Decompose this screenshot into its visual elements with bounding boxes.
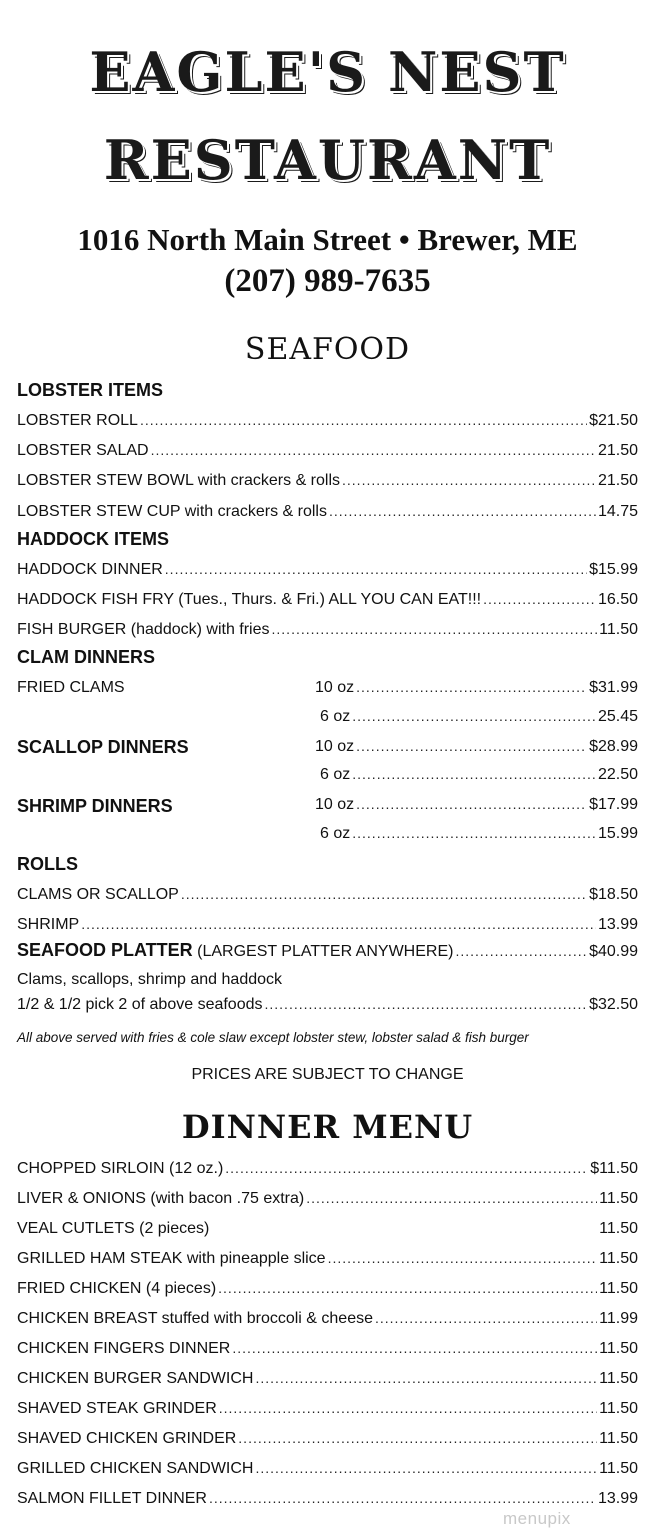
rolls-heading: ROLLS (17, 854, 78, 874)
item-name: SALMON FILLET DINNER (17, 1490, 207, 1507)
item-name: CLAMS OR SCALLOP (17, 886, 179, 903)
haddock-items-heading: HADDOCK ITEMS (17, 529, 169, 549)
fried-clams-label: FRIED CLAMS (17, 679, 125, 696)
item-price: $40.99 (589, 943, 638, 960)
lobster-items-heading: LOBSTER ITEMS (17, 380, 164, 400)
item-price: 13.99 (597, 916, 638, 933)
menu-item (17, 1400, 638, 1418)
item-name: CHOPPED SIRLOIN (12 oz.) (17, 1160, 224, 1177)
item-price: 21.50 (597, 472, 638, 489)
scallop-dinners-heading: SCALLOP DINNERS (17, 737, 189, 757)
menu-item (17, 412, 638, 430)
item-price: 13.99 (597, 1490, 638, 1507)
size-label: 6 oz (320, 825, 351, 842)
prices-subject-to-change: PRICES ARE SUBJECT TO CHANGE (191, 1066, 464, 1083)
item-price: 22.50 (597, 766, 638, 783)
menu-item (17, 1490, 638, 1508)
item-name: LOBSTER ROLL (17, 412, 138, 429)
item-name: 1/2 & 1/2 pick 2 of above seafoods (17, 996, 263, 1013)
size-label: 6 oz (320, 708, 351, 725)
item-name: LOBSTER STEW BOWL with crackers & rolls (17, 472, 341, 489)
item-name: SHAVED STEAK GRINDER (17, 1400, 217, 1417)
item-price: 11.50 (599, 1340, 638, 1357)
menu-item (17, 1190, 638, 1208)
item-price: 11.50 (599, 1400, 638, 1417)
item-price: $28.99 (589, 738, 638, 755)
item-price: 14.75 (597, 503, 638, 520)
size-price-row (320, 708, 638, 726)
item-price: 11.50 (599, 1250, 638, 1267)
menu-item (17, 442, 638, 460)
item-price: 11.50 (599, 1460, 638, 1477)
size-price-row (315, 679, 638, 697)
item-name: GRILLED CHICKEN SANDWICH (17, 1460, 254, 1477)
phone-number: (207) 989-7635 (224, 263, 431, 299)
item-price: 25.45 (597, 708, 638, 725)
item-price: 11.50 (599, 1370, 638, 1387)
platter-note: (LARGEST PLATTER ANYWHERE) (192, 943, 454, 960)
menu-item (17, 472, 638, 490)
shrimp-dinners-heading: SHRIMP DINNERS (17, 796, 173, 816)
seafood-section-title: SEAFOOD (244, 332, 411, 367)
restaurant-name-line1: EAGLE'S NEST (89, 40, 566, 104)
item-name: CHICKEN BURGER SANDWICH (17, 1370, 254, 1387)
dinner-menu-title: DINNER MENU (181, 1108, 474, 1146)
menu-item (17, 1220, 638, 1238)
size-label: 10 oz (315, 679, 355, 696)
item-price: $32.50 (589, 996, 638, 1013)
size-price-row (315, 796, 638, 814)
size-price-row (320, 825, 638, 843)
size-price-row (320, 766, 638, 784)
item-name: CHICKEN FINGERS DINNER (17, 1340, 231, 1357)
seafood-platter-heading: SEAFOOD PLATTER (17, 940, 193, 960)
platter-description: Clams, scallops, shrimp and haddock (17, 971, 283, 988)
item-price: $11.50 (590, 1160, 638, 1177)
menu-item (17, 621, 638, 639)
item-price: 11.50 (599, 1280, 638, 1297)
size-label: 6 oz (320, 766, 351, 783)
served-with-note: All above served with fries & cole slaw except lobster stew, lobster salad & fish burger (17, 1030, 529, 1045)
size-label: 10 oz (315, 738, 355, 755)
item-price: 11.99 (599, 1310, 638, 1327)
menu-item (17, 1160, 638, 1178)
item-name: FRIED CHICKEN (4 pieces) (17, 1280, 217, 1297)
size-price-row (315, 738, 638, 756)
item-price: 11.50 (599, 1190, 638, 1207)
item-price: $18.50 (589, 886, 638, 903)
menu-item (17, 503, 638, 521)
menu-item (17, 1370, 638, 1388)
menu-item (17, 996, 638, 1014)
item-name: CHICKEN BREAST stuffed with broccoli & cheese (17, 1310, 373, 1327)
menu-item (17, 1310, 638, 1328)
menu-item (17, 561, 638, 579)
item-price: 21.50 (597, 442, 638, 459)
clam-dinners-heading: CLAM DINNERS (17, 647, 155, 667)
menupix-watermark: menupix (503, 1509, 571, 1528)
menu-item (17, 886, 638, 904)
size-label: 10 oz (315, 796, 355, 813)
item-name: GRILLED HAM STEAK with pineapple slice (17, 1250, 326, 1267)
item-name: HADDOCK FISH FRY (Tues., Thurs. & Fri.) ALL YOU CAN EAT!!! (17, 591, 482, 608)
menu-item (17, 1340, 638, 1358)
item-price: 15.99 (597, 825, 638, 842)
menu-item (17, 1460, 638, 1478)
item-price: $15.99 (589, 561, 638, 578)
seafood-platter-row (17, 940, 638, 961)
menu-item (17, 1280, 638, 1298)
menu-item (17, 1430, 638, 1448)
item-price: $17.99 (589, 796, 638, 813)
item-name: VEAL CUTLETS (2 pieces) (17, 1220, 210, 1237)
item-name: FISH BURGER (haddock) with fries (17, 621, 270, 638)
item-price: 16.50 (597, 591, 638, 608)
item-name: LIVER & ONIONS (with bacon .75 extra) (17, 1190, 305, 1207)
item-price: 11.50 (599, 1220, 638, 1237)
menu-item (17, 591, 638, 609)
restaurant-name-line2: RESTAURANT (103, 128, 552, 192)
item-price: 11.50 (599, 1430, 638, 1447)
item-name: LOBSTER STEW CUP with crackers & rolls (17, 503, 327, 520)
item-price: $31.99 (589, 679, 638, 696)
item-price: $21.50 (589, 412, 638, 429)
menu-item (17, 916, 638, 934)
item-price: 11.50 (599, 621, 638, 638)
item-name: SHRIMP (17, 916, 80, 933)
address: 1016 North Main Street • Brewer, ME (77, 222, 578, 257)
item-name: LOBSTER SALAD (17, 442, 149, 459)
item-name: SHAVED CHICKEN GRINDER (17, 1430, 237, 1447)
menu-item (17, 1250, 638, 1268)
item-name: HADDOCK DINNER (17, 561, 163, 578)
